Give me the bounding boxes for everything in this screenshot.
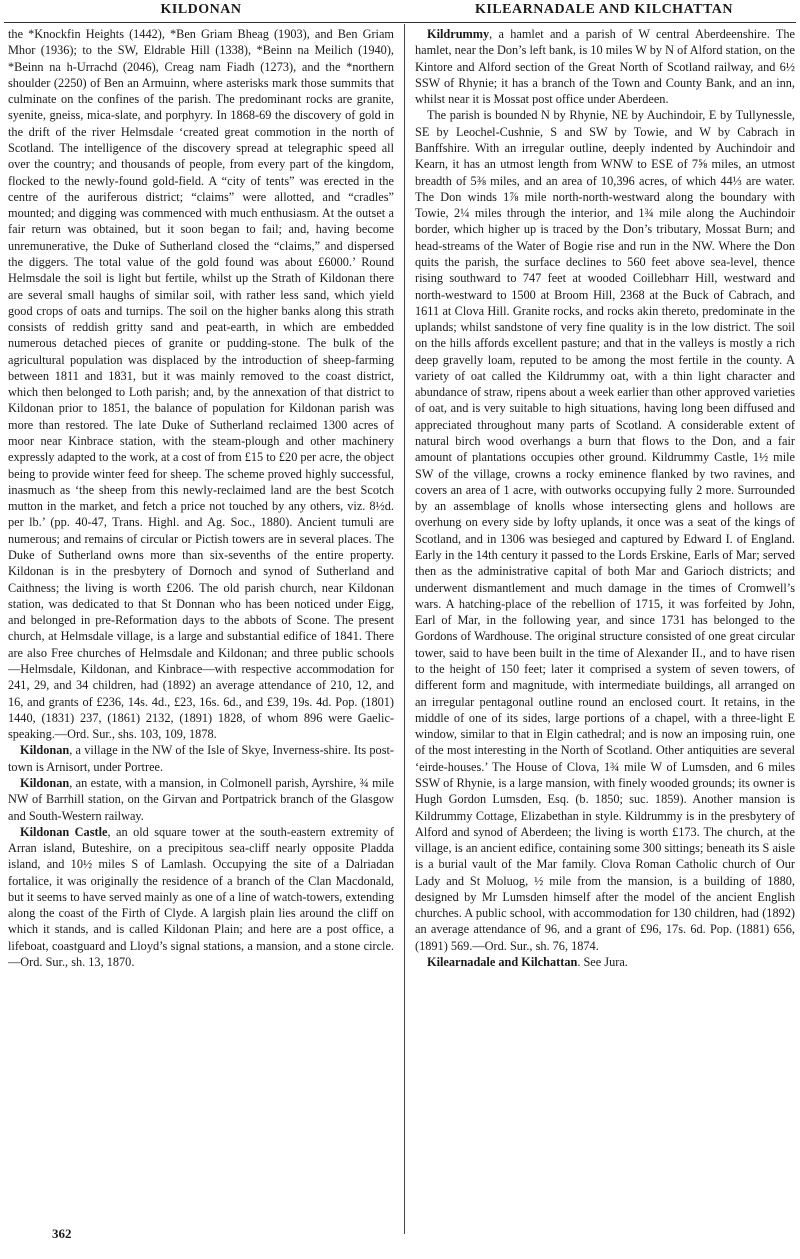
left-column	[8, 26, 394, 970]
entry-kildonan-skye	[8, 742, 394, 775]
entry-text: , an estate, with a mansion, in Colmonell parish, Ayrshire, ¾ mile NW of Barrhill station, on the Girvan and Portpatrick branch of the Glasgow and South-Western railway.	[8, 775, 394, 823]
entry-headword: Kildonan Castle	[20, 824, 108, 839]
continuation-paragraph: the *Knockfin Heights (1442), *Ben Griam Bheag (1903), and Ben Griam Mhor (1936); to the SW, Eldrable Hill (1338), *Beinn na Meilich (1940), *Beinn na h-Urrachd (2046), Creag nam Fiadh (1273), and the *northern shoulder (2250) of Ben an Armuinn, where asterisks mark those summits that culminate on the confines of the parish. The predominant rocks are granite, syenite, gneiss, mica-slate, and porphyry. In 1868-69 the discovery of gold in the drift of the river Helmsdale ‘created great commotion in the north of Scotland. The intelligence of the discovery spread at telegraphic speed all over the country; and thousands of people, from every part of the kingdom, flocked to the newly-found gold-field. A “city of tents” was erected in the centre of the auriferous district; “claims” were allotted, and “cradles” mounted; and digging was commenced with much enthusiasm. At the outset a fair return was obtained, but it soon began to fail; and, having become unremunerative, the Duke of Sutherland closed the “claims,” and dispersed the diggers. The total value of the gold found was about £6000.’ Round Helmsdale the soil is light but fertile, whilst up the Strath of Kildonan there are several small haughs of similar soil, with rather less sand, which yield good crops of oats and turnips. The soil on the higher banks along this strath consists of reddish gritty sand and peat-earth, in which are embedded numerous detached pieces of granite or pudding-stone. The bulk of the agricultural population was displaced by the introduction of sheep-farming between 1811 and 1831, but it was mainly removed to the coast district, which then belonged to Loth parish; and, by the annexation of that district to Kildonan prior to 1851, the balance of population for Kildonan parish was more than restored. The late Duke of Sutherland reclaimed 1300 acres of moor near Kinbrace station, with the steam-plough and other machinery expressly adapted to the work, at a cost of from £15 to £20 per acre, the object being to provide winter feed for sheep. The scheme proved highly successful, inasmuch as ‘the sheep from this newly-reclaimed land are the best Scotch mutton in the market, and fetch a price not touched by any others, viz. 8½d. per lb.’ (pp. 40-47, Trans. Highl. and Ag. Soc., 1880). Ancient tumuli are numerous; and remains of circular or Pictish towers are in several places. The Duke of Sutherland owns more than six-sevenths of the entire property. Kildonan is in the presbytery of Dornoch and synod of Sutherland and Caithness; the living is worth £206. The old parish church, near Kildonan station, was dedicated to that St Donnan who has been noticed under Eigg, and belonged in pre-Reformation days to the abbots of Scone. The present church, at Helmsdale village, is a large and substantial edifice of 1841. There are also Free churches of Helmsdale and Kildonan; and three public schools—Helmsdale, Kildonan, and Kinbrace—with respective accommodation for 241, 29, and 34 children, had (1892) an average attendance of 210, 12, and 16, and grants of £236, 14s. 4d., £23, 16s. 6d., and £39, 19s. 4d. Pop. (1801) 1440, (1831) 237, (1861) 2132, (1891) 1828, of whom 896 were Gaelic-speaking.—Ord. Sur., shs. 103, 109, 1878.	[8, 27, 394, 742]
page-number: 362	[52, 1226, 72, 1241]
entry-text: , an old square tower at the south-eastern extremity of Arran island, Buteshire, on a precipitous sea-cliff nearly opposite Pladda island, and 10½ miles S of Lamlash. Occupying the site of a Dalriadan fortalice, it was originally the residence of a branch of the Clan Macdonald, but it seems to have served mainly as one of a line of watch-towers, extending along the coast of the Firth of Clyde. A largish plain lies around the cliff on which it stands, and is called Kildonan Plain; and here are a post office, a lifeboat, coastguard and Lloyd’s signal stations, a mansion, and a stone circle.—Ord. Sur., sh. 13, 1870.	[8, 824, 394, 970]
entry-text: . See Jura.	[577, 955, 628, 970]
right-column	[415, 26, 795, 970]
kildrummy-parish-paragraph: The parish is bounded N by Rhynie, NE by Auchindoir, E by Tullynessle, SE by Leochel-Cushnie, S and SW by Towie, and W by Cabrach in Banffshire. With an irregular outline, deeply indented by Auchindoir and Kearn, it has an utmost length from WNW to ESE of 7⅝ miles, an utmost breadth of 5⅜ miles, and an area of 10,396 acres, of which 44⅓ are water. The Don winds 1⅞ mile north-north-westward along the boundary with Towie, 2¼ miles through the interior, and 1¾ mile along the Auchindoir border, which higher up is traced by the Don’s tributary, Mossat Burn; and head-streams of the Water of Bogie rise and run in the NW. Where the Don quits the parish, the surface declines to 560 feet above sea-level, thence rising southward to 747 feet at wooded Coillebharr Hill, westward and north-westward to 1500 at Broom Hill, 2368 at the Buck of Cabrach, and 1611 at Clova Hill. Granite rocks, and rocks akin thereto, predominate in the uplands; whilst sandstone of very fine quality is in the low district. The soil on the hills affords excellent pasture; and that in the valleys is mostly a rich deep gravelly loam, reputed to be among the most fertile in the county. A variety of oat called the Kildrummy oat, with a thin light character and abundance of straw, ripens about a week earlier than other approved varieties of oat, and is very suitable to high situations, having long been diffused and appreciated throughout many parts of Scotland. A considerable extent of natural birch wood overhangs a burn that flows to the Don, and a fair amount of plantations occupies other ground. Kildrummy Castle, 1½ mile SW of the village, crowns a rocky eminence flanked by two ravines, and covers an area of 1 acre, with outworks occupying fully 2 more. Surrounded by an assemblage of knolls whose intersecting glens and hollows are overhung on every side by lofty uplands, it once was a seat of the kings of Scotland, and in 1306 was besieged and captured by Edward I. of England. Early in the 14th century it passed to the Lords Erskine, Earls of Mar; served then as the administrative capital of both Mar and Garioch districts; and underwent dismantlement and much damage in the times of Cromwell’s wars. A hatching-place of the rebellion of 1715, it was forfeited by John, Earl of Mar, in the following year, and since 1731 has belonged to the Gordons of Wardhouse. The original structure consisted of one great circular tower, said to have been built in the time of Alexander II., and to have risen to the height of 150 feet; later it comprised a system of seven towers, of different form and magnitude, with intermediate buildings, all arranged on an irregular pentagonal outline round an enclosed court. It retains, in the middle of one of its sides, large portions of a chapel, with a three-light E window, similar to that in Elgin cathedral; and is now an imposing ruin, one of the most interesting in the North of Scotland. Other antiquities are several ‘eirde-houses.’ The House of Clova, 1¾ mile W of Lumsden, and 6 miles SSW of Rhynie, is a large mansion, with finely wooded grounds; its owner is Hugh Gordon Lumsden, Esq. (b. 1850; suc. 1859). Another mansion is Kildrummy Cottage, Elizabethan in style. Kildrummy is in the presbytery of Alford and synod of Aberdeen; the living is worth £173. The church, at the village, is an ancient edifice, containing some 300 sittings; beneath its S aisle is a burial vault of the Mar family. Clova Roman Catholic church of Our Lady and St Moluog, ½ mile from the mansion, is a building of 1880, designed by Mr Lumsden himself after the model of the ancient English churches. A public school, with accommodation for 130 children, had (1892) an average attendance of 96, and a grant of £96, 17s. 6d. Pop. (1881) 656, (1891) 569.—Ord. Sur., sh. 76, 1874.	[415, 108, 795, 953]
entry-kildrummy	[415, 26, 795, 107]
column-divider	[404, 24, 405, 1234]
entry-headword: Kilearnadale and Kilchattan	[427, 955, 578, 970]
running-head-right: KILEARNADALE AND KILCHATTAN	[474, 2, 733, 17]
entry-headword: Kildrummy	[427, 27, 490, 41]
entry-headword: Kildonan	[20, 775, 70, 790]
entry-text: , a village in the NW of the Isle of Skye, Inverness-shire. Its post-town is Arnisort, under Portree.	[8, 743, 394, 774]
running-head-left: KILDONAN	[160, 2, 242, 17]
entry-kildonan-castle	[8, 824, 394, 971]
header-rule	[4, 22, 796, 23]
entry-headword: Kildonan	[20, 743, 70, 758]
entry-text: , a hamlet and a parish of W central Aberdeenshire. The hamlet, near the Don’s left bank, is 10 miles W by N of Alford station, on the Kintore and Alford section of the Great North of Scotland railway, and 6½ SSW of Rhynie; it has a branch of the Town and County Bank, and an inn, whilst near it is Mossat post office under Aberdeen.	[415, 27, 795, 107]
entry-kildonan-ayrshire	[8, 775, 394, 824]
entry-kilearnadale	[415, 954, 795, 970]
